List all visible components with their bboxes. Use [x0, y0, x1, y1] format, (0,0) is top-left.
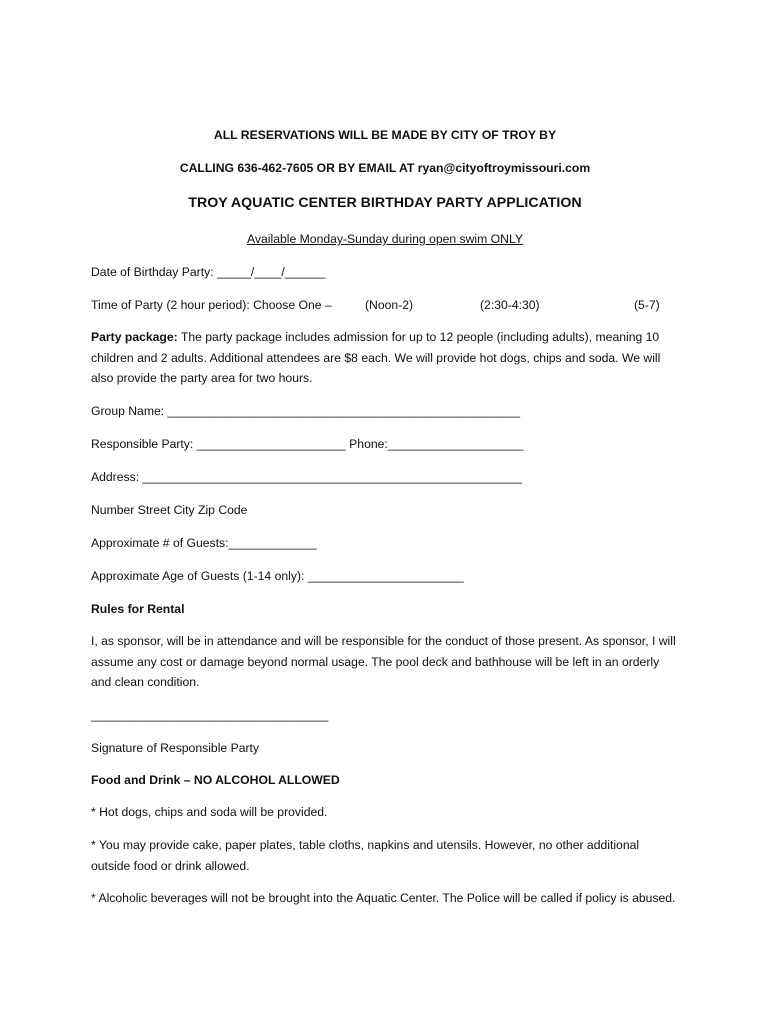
group-name-field[interactable]: Group Name: ____________________________________________________	[91, 404, 521, 418]
food-item-3: * Alcoholic beverages will not be brought into the Aquatic Center. The Police will be called if policy is abused.	[91, 891, 676, 905]
guest-age-field[interactable]: Approximate Age of Guests (1-14 only): _______________________	[91, 569, 464, 583]
food-drink-heading: Food and Drink – NO ALCOHOL ALLOWED	[91, 773, 340, 787]
time-option-afternoon[interactable]: (2:30-4:30)	[480, 298, 540, 312]
time-option-evening[interactable]: (5-7)	[634, 298, 660, 312]
time-field	[91, 298, 676, 313]
availability-note: Available Monday-Sunday during open swim ONLY	[247, 232, 523, 246]
reservation-notice-line-1: ALL RESERVATIONS WILL BE MADE BY CITY OF TROY BY	[213, 128, 557, 142]
page-title: TROY AQUATIC CENTER BIRTHDAY PARTY APPLICATION	[188, 195, 582, 211]
food-item-1: * Hot dogs, chips and soda will be provided.	[91, 805, 328, 819]
address-hint: Number Street City Zip Code	[91, 503, 248, 517]
address-field[interactable]: Address: ________________________________________________________	[91, 470, 523, 484]
reservation-notice-line-2: CALLING 636-462-7605 OR BY EMAIL AT ryan@cityoftroymissouri.com	[179, 161, 591, 175]
time-option-noon[interactable]: (Noon-2)	[365, 298, 414, 312]
guest-count-field[interactable]: Approximate # of Guests:_____________	[91, 536, 317, 550]
party-package-label: Party package:	[91, 330, 178, 344]
food-item-2: * You may provide cake, paper plates, table cloths, napkins and utensils. However, no other additional outside food or drink allowed.	[91, 838, 640, 873]
signature-label: Signature of Responsible Party	[91, 741, 260, 755]
rules-paragraph: I, as sponsor, will be in attendance and will be responsible for the conduct of those present. As sponsor, I will assume any cost or damage beyond normal usage. The pool deck and bathhouse will be left in an orderly and clean condition.	[91, 634, 676, 689]
date-field[interactable]: Date of Birthday Party: _____/____/______	[91, 265, 326, 279]
rules-heading: Rules for Rental	[91, 602, 185, 616]
signature-line[interactable]: ___________________________________	[91, 708, 329, 722]
party-package-paragraph	[91, 327, 676, 389]
party-package-text: The party package includes admission for up to 12 people (including adults), meaning 10 children and 2 adults. Additional attendees are $8 each. We will provide hot dogs, chips and soda. We will also provide the party area for two hours.	[91, 330, 661, 385]
time-label: Time of Party (2 hour period): Choose One –	[91, 298, 332, 312]
responsible-party-field[interactable]: Responsible Party: ______________________ Phone:____________________	[91, 437, 524, 451]
